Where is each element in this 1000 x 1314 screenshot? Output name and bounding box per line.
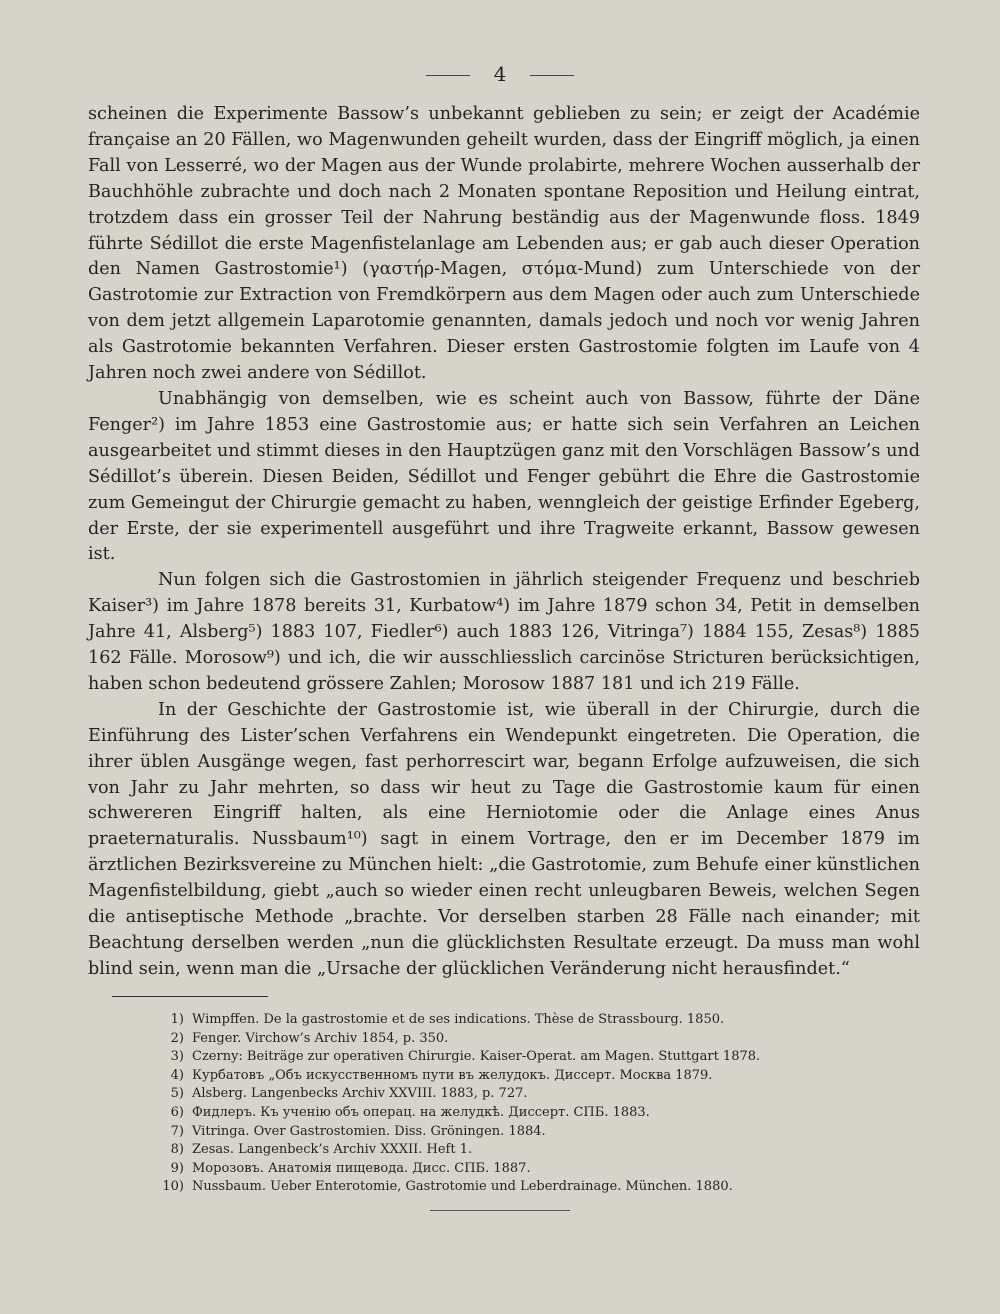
footnote-number: 4) bbox=[170, 1067, 184, 1083]
footnote bbox=[152, 1067, 852, 1086]
footnote-number: 5) bbox=[170, 1086, 184, 1102]
footnote-number: 10) bbox=[162, 1179, 184, 1195]
footnote-number: 9) bbox=[170, 1160, 184, 1176]
footnote-number: 1) bbox=[170, 1012, 184, 1027]
body-text bbox=[88, 102, 920, 983]
header-rule-left bbox=[426, 75, 470, 76]
footnote-number: 6) bbox=[170, 1104, 184, 1120]
page-number: 4 bbox=[493, 62, 507, 86]
footnote-text: Курбатовъ „Объ искусственномъ пути въ желудокъ. Диссерт. Москва 1879. bbox=[192, 1067, 713, 1083]
footnote-text: Czerny: Beiträge zur operativen Chirurgie. Kaiser-Operat. am Magen. Stuttgart 1878. bbox=[192, 1049, 761, 1065]
footnote bbox=[152, 1141, 852, 1160]
footnote-separator bbox=[112, 996, 268, 997]
footnote bbox=[152, 1160, 852, 1179]
footnote-text: Vitringa. Over Gastrostomien. Diss. Gröningen. 1884. bbox=[192, 1123, 546, 1139]
footnote-number: 2) bbox=[170, 1030, 184, 1046]
header-rule-right bbox=[530, 75, 574, 76]
footnote bbox=[152, 1104, 852, 1123]
paragraph-3: Nun folgen sich die Gastrostomien in jährlich steigender Frequenz und beschrieb Kaiser³) im Jahre 1878 bereits 31, Kurbatow⁴) im Jahre 1879 schon 34, Petit in demselben Jahre 41, Alsberg⁵) 1883 107, Fiedler⁶) auch 1883 126, Vitringa⁷) 1884 155, Zesas⁸) 1885 162 Fälle. Morosow⁹) und ich, die wir ausschliesslich carcinöse Stricturen berücksichtigen, haben schon bedeutend grössere Zahlen; Morosow 1887 181 und ich 219 Fälle. bbox=[88, 570, 920, 694]
footnote bbox=[152, 1123, 852, 1142]
footnote bbox=[152, 1085, 852, 1104]
footnote-number: 3) bbox=[170, 1049, 184, 1065]
footnote-text: Wimpffen. De la gastrostomie et de ses indications. Thèse de Strassbourg. 1850. bbox=[192, 1012, 725, 1027]
bottom-rule bbox=[430, 1210, 570, 1211]
paragraph-4: In der Geschichte der Gastrostomie ist, wie überall in der Chirurgie, durch die Einführung des Lister’schen Verfahrens ein Wendepunkt eingetreten. Die Operation, die ihrer üblen Ausgänge wegen, fast perhorrescirt war, begann Erfolge aufzuweisen, die sich von Jahr zu Jahr mehrten, so dass wir heut zu Tage die Gastrostomie kaum für einen schwereren Eingriff halten, als eine Herniotomie oder die Anlage eines Anus praeternaturalis. Nussbaum¹⁰) sagt in einem Vortrage, den er im December 1879 im ärztlichen Bezirksvereine zu München hielt: „die Gastrotomie, zum Behufe einer künstlichen Magenfistelbildung, giebt „auch so wieder einen recht unleugbaren Beweis, welchen Segen die antiseptische Methode „brachte. Vor derselben starben 28 Fälle nach einander; mit Beachtung derselben werden „nun die glücklichsten Resultate erzeugt. Da muss man wohl blind sein, wenn man die „Ursache der glücklichen Veränderung nicht herausfindet.“ bbox=[88, 699, 920, 979]
footnote-text: Nussbaum. Ueber Enterotomie, Gastrotomie und Leberdrainage. München. 1880. bbox=[192, 1179, 733, 1195]
footnote-number: 7) bbox=[170, 1123, 184, 1139]
footnotes bbox=[152, 1011, 852, 1197]
footnote-text: Zesas. Langenbeck’s Archiv XXXII. Heft 1. bbox=[192, 1142, 473, 1158]
footnote bbox=[152, 1048, 852, 1067]
footnote bbox=[152, 1178, 852, 1197]
footnote-text: Морозовъ. Анатомія пищевода. Дисс. СПБ. 1887. bbox=[192, 1160, 531, 1176]
footnote-text: Fenger. Virchow’s Archiv 1854, p. 350. bbox=[192, 1030, 449, 1046]
paragraph-1: scheinen die Experimente Bassow’s unbekannt geblieben zu sein; er zeigt der Académie française an 20 Fällen, wo Magenwunden geheilt wurden, dass der Eingriff möglich, ja einen Fall von Lesserré, wo der Magen aus der Wunde prolabirte, mehrere Wochen ausserhalb der Bauchhöhle zubrachte und doch nach 2 Monaten spontane Reposition und Heilung eintrat, trotzdem dass ein grosser Teil der Nahrung beständig aus der Magenwunde floss. 1849 führte Sédillot die erste Magenfistelanlage am Lebenden aus; er gab auch dieser Operation den Namen Gastrostomie¹) (γαστήρ-Magen, στόμα-Mund) zum Unterschiede von der Gastrotomie zur Extraction von Fremdkörpern aus dem Magen oder auch zum Unterschiede von dem jetzt allgemein Laparotomie genannten, damals jedoch und noch vor wenig Jahren als Gastrotomie bekannten Verfahren. Dieser ersten Gastrostomie folgten im Laufe von 4 Jahren noch zwei andere von Sédillot. bbox=[88, 104, 920, 384]
footnote-text: Alsberg. Langenbecks Archiv XXVIII. 1883, p. 727. bbox=[192, 1086, 528, 1102]
footnote bbox=[152, 1030, 852, 1049]
paragraph-2: Unabhängig von demselben, wie es scheint auch von Bassow, führte der Däne Fenger²) im Jahre 1853 eine Gastrostomie aus; er hatte sich sein Verfahren an Leichen ausgearbeitet und stimmt dieses in den Hauptzügen ganz mit den Vorschlägen Bassow’s und Sédillot’s überein. Diesen Beiden, Sédillot und Fenger gebührt die Ehre die Gastrostomie zum Gemeingut der Chirurgie gemacht zu haben, wenngleich der geistige Erfinder Egeberg, der Erste, der sie experimentell ausgeführt und ihre Tragweite erkannt, Bassow gewesen ist. bbox=[88, 388, 920, 565]
footnote-text: Фидлеръ. Къ ученію объ операц. на желудкѣ. Диссерт. СПБ. 1883. bbox=[192, 1104, 650, 1120]
footnote-number: 8) bbox=[170, 1142, 184, 1158]
footnote bbox=[152, 1011, 852, 1030]
page-header bbox=[0, 62, 1000, 86]
